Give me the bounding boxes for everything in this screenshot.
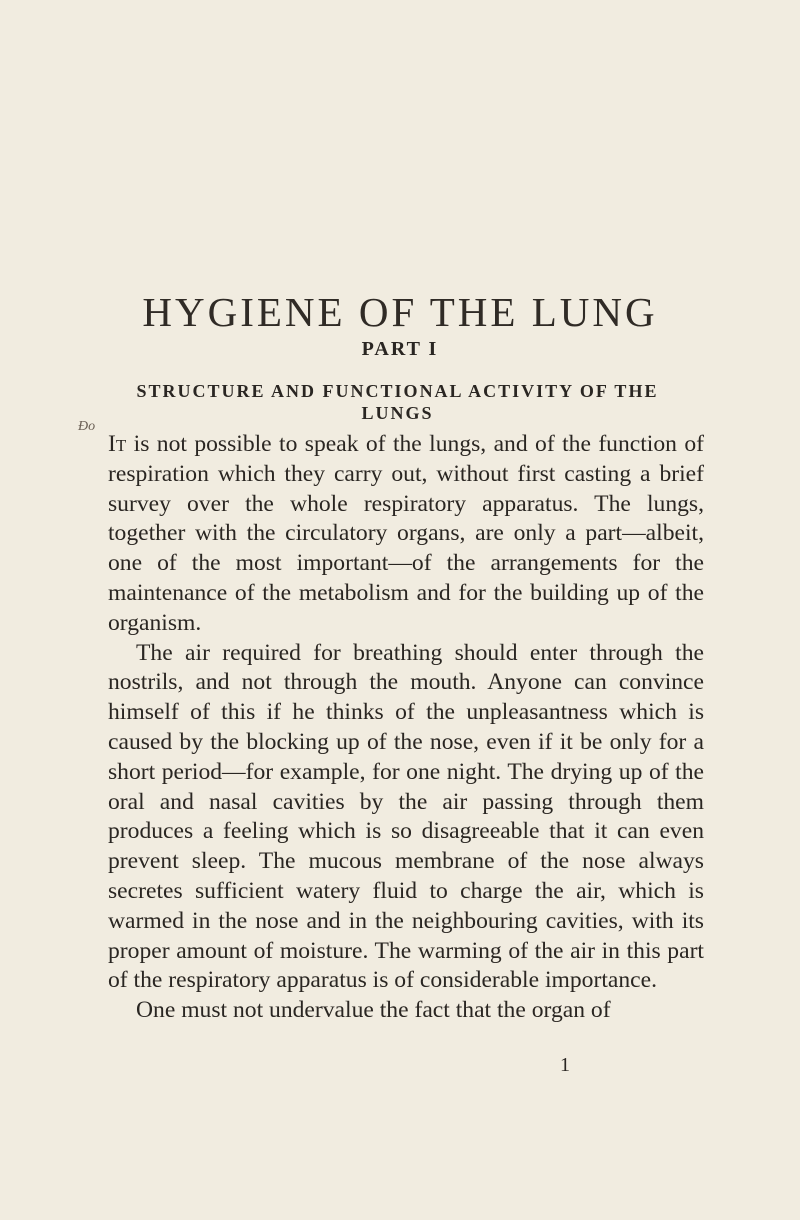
body-text [108, 430, 704, 1026]
paragraph-1-text: is not possible to speak of the lungs, and of the function of respiration which they carry out, without first casting a brief survey over the whole respiratory apparatus. The lungs, together with the circulatory organs, are only a part—albeit, one of the most important—of the arrangements for the maintenance of the metabolism and for the building up of the organism. [108, 431, 704, 636]
part-heading: PART I [361, 338, 439, 360]
section-heading: STRUCTURE AND FUNCTIONAL ACTIVITY OF THE LUNGS [136, 381, 659, 423]
paragraph-lead-word: It [108, 431, 127, 457]
margin-note: Ðo [78, 419, 96, 434]
page-number: 1 [560, 1054, 570, 1076]
page-title: HYGIENE OF THE LUNG [142, 289, 658, 335]
paragraph-1 [108, 430, 704, 639]
paragraph-3: One must not undervalue the fact that the organ of [136, 997, 611, 1024]
paragraph-2: The air required for breathing should enter through the nostrils, and not through the mouth. Anyone can convince himself of this if he thinks of the unpleasantness which is caused by the blocking up of the nose, even if it be only for a short period—for example, for one night. The drying up of the oral and nasal cavities by the air passing through them produces a feeling which is so disagreeable that it can even prevent sleep. The mucous membrane of the nose always secretes sufficient watery fluid to charge the air, which is warmed in the nose and in the neighbouring cavities, with its proper amount of moisture. The warming of the air in this part of the respiratory apparatus is of considerable importance. [108, 639, 704, 994]
